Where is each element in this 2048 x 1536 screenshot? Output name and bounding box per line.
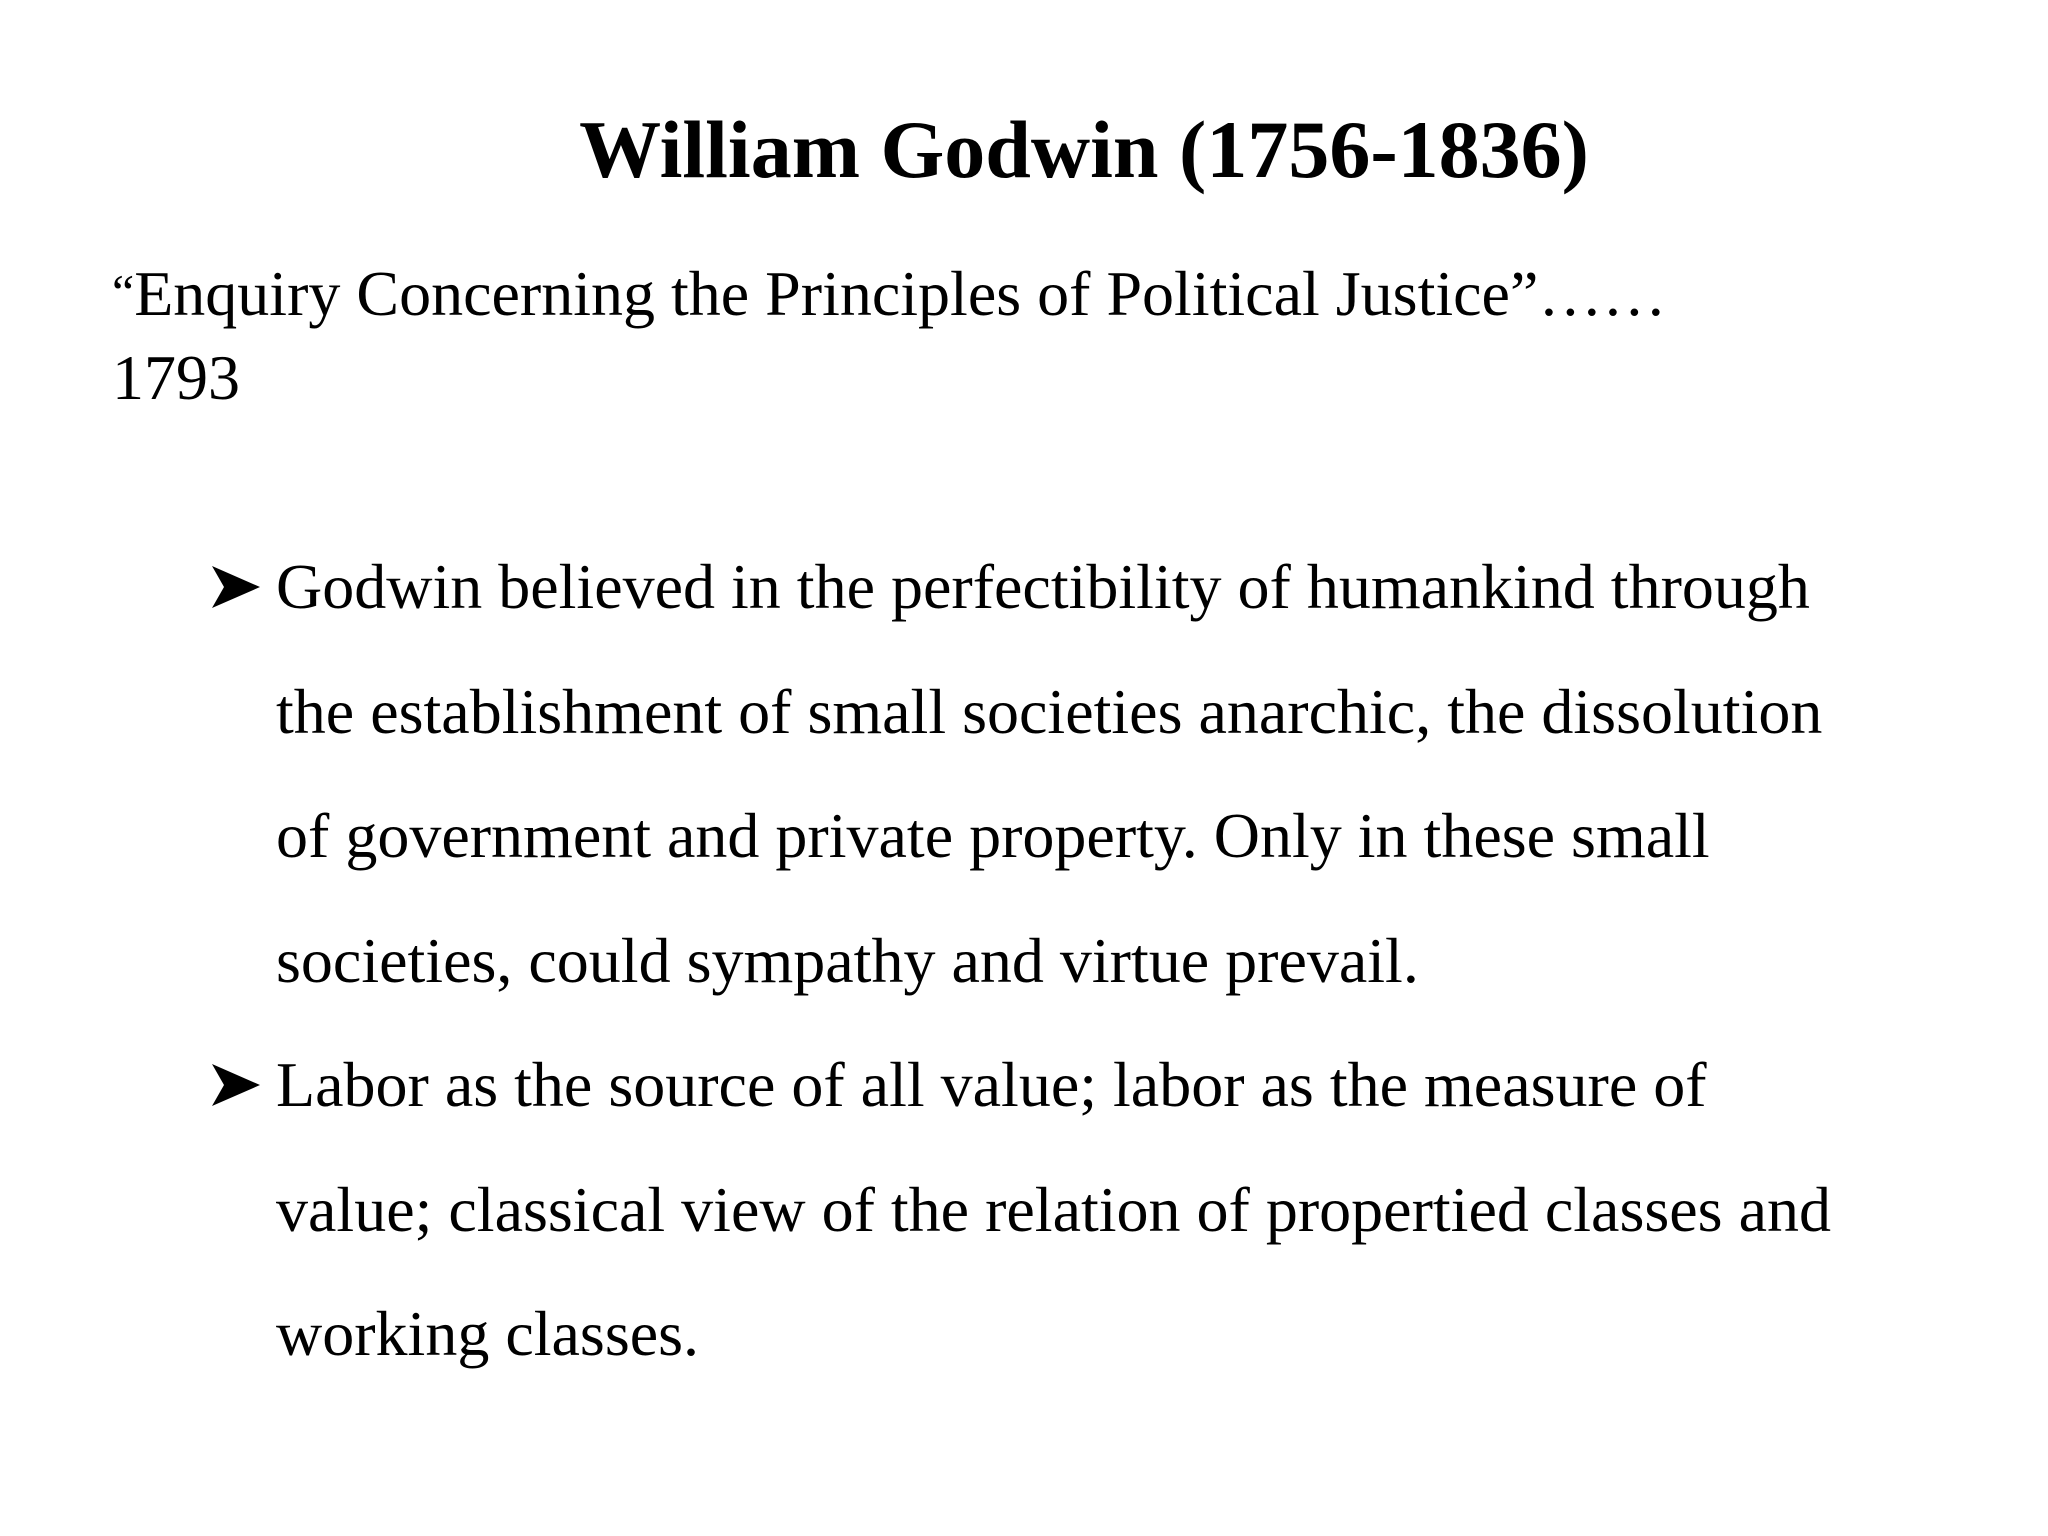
open-quote: “	[112, 264, 135, 320]
bullet-list	[210, 525, 1870, 1397]
bullet-text: Labor as the source of all value; labor as the measure of value; classical view of the relation of propertied classes and working classes.	[276, 1049, 1831, 1369]
arrowhead-bullet-icon	[210, 1023, 268, 1148]
work-title: Enquiry Concerning the Principles of Political Justice”……	[134, 258, 1667, 329]
slide-title: William Godwin (1756-1836)	[579, 104, 1589, 195]
bullet-text: Godwin believed in the perfectibility of humankind through the establishment of small societies anarchic, the dissolution of government and private property. Only in these small societies, could sympathy and virtue prevail.	[276, 551, 1823, 996]
work-citation	[112, 250, 1812, 420]
publication-year: 1793	[112, 342, 240, 413]
bullet-item	[210, 1023, 1870, 1397]
arrowhead-bullet-icon	[210, 525, 268, 650]
bullet-item	[210, 525, 1870, 1023]
